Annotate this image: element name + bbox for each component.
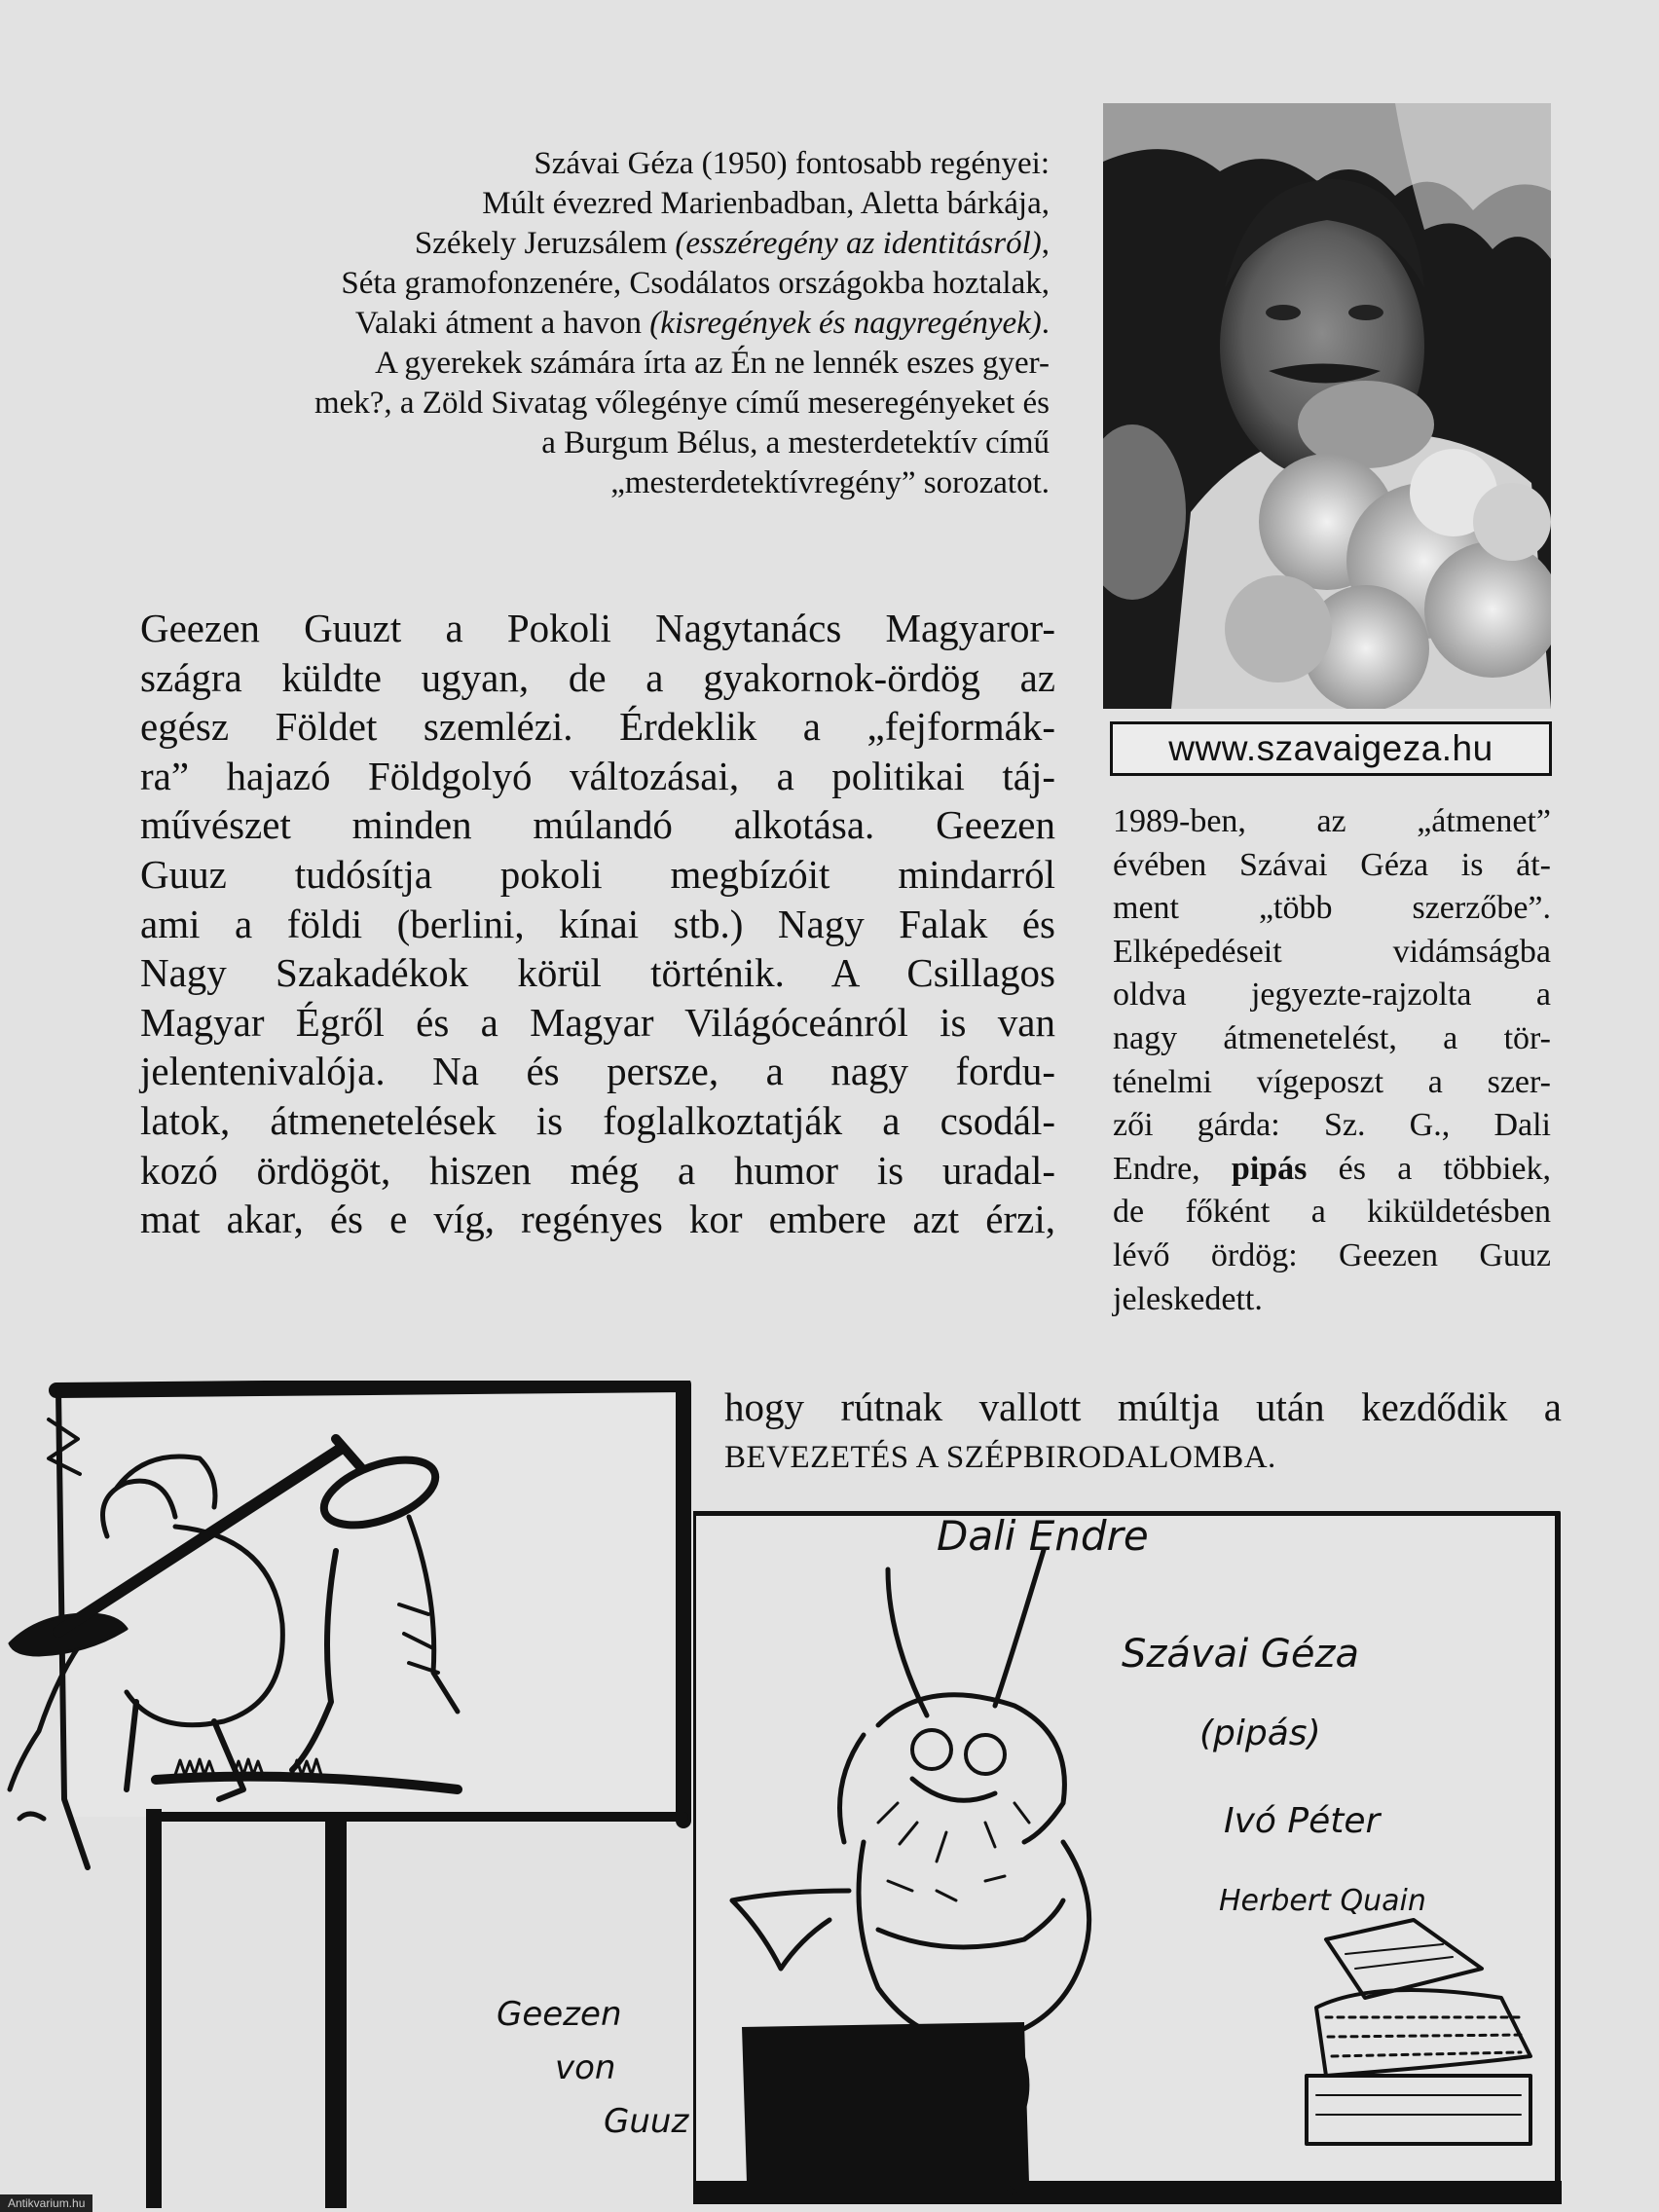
biblio-line: „mesterdetektívregény” sorozatot. (610, 465, 1050, 500)
side-line: nagy átmenetelést, a tör- (1113, 1019, 1551, 1056)
side-line: évében Szávai Géza is át- (1113, 846, 1551, 883)
side-line: lévő ördög: Geezen Guuz (1113, 1236, 1551, 1273)
handwritten-name: Herbert Quain (1219, 1884, 1426, 1918)
side-line: ment „több szerzőbe”. (1113, 890, 1551, 927)
main-line: ami a földi (berlini, kínai stb.) Nagy Falak és (140, 901, 1055, 946)
main-line: latok, átmenetelések is foglalkoztatják a csodál- (140, 1097, 1055, 1143)
handwritten-devil-name: Guuz (604, 2102, 689, 2141)
main-line: mat akar, és e víg, regényes kor embere azt érzi, (140, 1197, 1055, 1242)
side-line: jeleskedett. (1113, 1280, 1263, 1317)
main-line: művészet minden múlandó alkotása. Geezen (140, 802, 1055, 848)
biblio-line: mek?, a Zöld Sivatag vőlegénye című meseregényeket és (313, 386, 1050, 421)
biblio-italic: (kisregények és nagyregények) (649, 306, 1042, 341)
side-line: 1989-ben, az „átmenet” (1113, 803, 1551, 839)
main-line: hogy rútnak vallott múltja után kezdődik a (724, 1384, 1562, 1429)
side-line: oldva jegyezte-rajzolta a (1113, 977, 1551, 1014)
biblio-line (76, 304, 1050, 344)
handwritten-name: Ivó Péter (1224, 1801, 1381, 1841)
side-line: ténelmi vígeposzt a szer- (1113, 1063, 1551, 1100)
biblio-line: a Burgum Bélus, a mesterdetektív című (541, 425, 1050, 461)
main-line: egész Földet szemlézi. Érdeklik a „fejformák- (140, 704, 1055, 750)
side-bold: pipás (1231, 1150, 1308, 1187)
main-line: Guuz tudósítja pokoli megbízóit mindarról (140, 851, 1055, 897)
side-line: Elképedéseit vidámságba (1113, 933, 1551, 970)
side-text: és a többiek, (1307, 1150, 1551, 1187)
biblio-italic: (esszéregény az identitásról) (675, 226, 1042, 261)
devil-cartoon (693, 1511, 1562, 2204)
biblio-line: Múlt évezred Marienbadban, Aletta bárkája, (482, 186, 1050, 221)
biblio-line (76, 224, 1050, 264)
biblio-text: , (1041, 226, 1050, 261)
biblio-text: Valaki átment a havon (354, 306, 650, 341)
main-line: Nagy Szakadékok körül történik. A Csillagos (140, 950, 1055, 996)
main-line: szágra küldte ugyan, de a gyakornok-ördög az (140, 654, 1055, 700)
handwritten-name: Szávai Géza (1122, 1632, 1360, 1677)
biblio-text: . (1041, 306, 1050, 341)
side-line: de főként a kiküldetésben (1113, 1194, 1551, 1231)
small-caps-title: BEVEZETÉS A SZÉPBIRODALOMBA. (724, 1440, 1276, 1475)
biblio-line: Szávai Géza (1950) fontosabb regényei: (534, 146, 1050, 181)
devil-signature (477, 1976, 789, 2152)
main-paragraph-continuation (724, 1382, 1562, 1482)
main-paragraph (140, 604, 1055, 1244)
side-line: zői gárda: Sz. G., Dali (1113, 1107, 1551, 1144)
author-photo (1103, 103, 1551, 709)
handwritten-name: (pipás) (1199, 1714, 1321, 1753)
handwritten-name: Dali Endre (937, 1512, 1149, 1560)
side-column (1113, 800, 1551, 1321)
handwritten-devil-name: Geezen (497, 1995, 622, 2034)
main-line: ra” hajazó Földgolyó változásai, a politikai táj- (140, 753, 1055, 798)
bibliography-paragraph (76, 144, 1050, 503)
main-line: jelentenivalója. Na és persze, a nagy fordu- (140, 1049, 1055, 1094)
biblio-text: Székely Jeruzsálem (414, 226, 676, 261)
side-line (1113, 1148, 1551, 1192)
website-url[interactable]: www.szavaigeza.hu (1110, 721, 1552, 776)
main-line: Geezen Guuzt a Pokoli Nagytanács Magyaror- (140, 606, 1055, 650)
biblio-line: A gyerekek számára írta az Én ne lennék eszes gyer- (375, 346, 1050, 381)
main-line: Magyar Égről és a Magyar Világóceánról is van (140, 999, 1055, 1045)
biblio-line: Séta gramofonzenére, Csodálatos országokba hoztalak, (341, 266, 1050, 301)
main-line: kozó ördögöt, hiszen még a humor is uradal- (140, 1147, 1055, 1193)
side-text: Endre, (1113, 1150, 1232, 1187)
source-credit: Antikvarium.hu (0, 2194, 92, 2212)
handwritten-devil-name: von (555, 2048, 616, 2087)
